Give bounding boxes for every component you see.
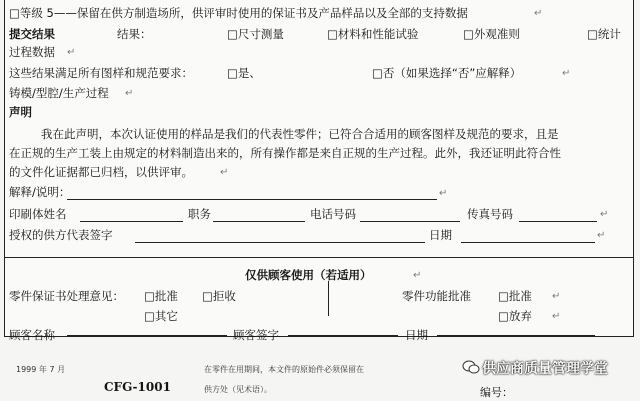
customer-signature-label: 顾客签字 [233, 328, 279, 342]
title-label: 职务 [188, 207, 211, 221]
return-arrow-icon: ↵ [220, 167, 229, 178]
declaration-line-2: 在正规的生产工装上由规定的材料制造出来的，所有操作都是来自正规的生产过程。此外，我还证明此符合性 [9, 146, 561, 160]
customer-signature-field[interactable] [288, 335, 398, 336]
checkbox-reject[interactable]: □拒收 [202, 289, 236, 303]
warrant-disposition-label: 零件保证书处理意见： [9, 289, 124, 303]
results-label: 结果： [117, 27, 152, 41]
return-arrow-icon: ↵ [67, 47, 76, 58]
fax-field[interactable] [519, 221, 597, 222]
checkbox-yes[interactable]: □是、 [227, 66, 261, 80]
return-arrow-icon: ↵ [534, 8, 543, 19]
number-label: 编号： [480, 386, 513, 399]
checkbox-func-approve[interactable]: □批准 [498, 289, 532, 303]
checkbox-material[interactable]: □材料和性能试验 [327, 27, 419, 41]
footer-date: 1999 年 7 月 [16, 365, 66, 374]
wechat-icon [462, 360, 480, 374]
watermark-text: 供应商质量管理学堂 [482, 361, 608, 377]
conform-question: 这些结果满足所有图样和规范要求： [9, 66, 193, 80]
return-arrow-icon: ↵ [562, 68, 571, 79]
return-arrow-icon: ↵ [439, 188, 448, 199]
fax-label: 传真号码 [467, 207, 513, 221]
checkbox-other[interactable]: □其它 [144, 309, 178, 323]
process-line: 铸模/型腔/生产过程 [9, 86, 109, 100]
checkbox-dimension[interactable]: □尺寸测量 [227, 27, 284, 41]
checkbox-approve[interactable]: □批准 [144, 289, 178, 303]
column-divider [328, 281, 329, 316]
footer-note-2: 供方处（见术语）。 [204, 385, 272, 394]
psw-form [4, 0, 634, 342]
customer-name-field[interactable] [67, 335, 227, 336]
checkbox-appearance[interactable]: □外观准则 [463, 27, 520, 41]
process-data-label: 过程数据 [9, 45, 55, 59]
return-arrow-icon: ↵ [552, 291, 561, 302]
section-divider [5, 257, 633, 258]
customer-use-heading: 仅供顾客使用（若适用） [245, 268, 372, 282]
level5-line: □等级 5——保留在供方制造场所，供评审时使用的保证书及产品样品以及全部的支持数据 [9, 6, 468, 20]
checkbox-func-abandon[interactable]: □放弃 [498, 309, 532, 323]
authorized-signature-field[interactable] [135, 242, 425, 243]
explain-field[interactable] [67, 199, 437, 200]
return-arrow-icon: ↵ [413, 270, 422, 281]
checkbox-no[interactable]: □否（如果选择“否”应解释） [372, 66, 522, 80]
customer-name-label: 顾客名称 [9, 328, 55, 342]
declaration-line-1: 我在此声明，本次认证使用的样品是我们的代表性零件；已符合合适用的顾客图样及规范的要求，且是 [41, 127, 559, 141]
return-arrow-icon: ↵ [552, 311, 561, 322]
authorized-signature-label: 授权的供方代表签字 [9, 228, 113, 242]
date-label: 日期 [429, 228, 452, 242]
return-arrow-icon: ↵ [597, 230, 606, 241]
checkbox-statistics[interactable]: □统计 [587, 27, 621, 41]
printed-name-field[interactable] [80, 221, 183, 222]
phone-label: 电话号码 [310, 207, 356, 221]
date-field[interactable] [461, 242, 595, 243]
title-field[interactable] [213, 221, 305, 222]
form-code: CFG-1001 [104, 380, 171, 394]
return-arrow-icon: ↵ [600, 209, 609, 220]
footer-note-1: 在零件在用期间，本文件的原始件必须保留在 [204, 365, 364, 374]
customer-date-label: 日期 [405, 328, 428, 342]
submit-results-heading: 提交结果 [9, 27, 55, 41]
declaration-heading: 声明 [9, 105, 32, 119]
phone-field[interactable] [360, 221, 460, 222]
return-arrow-icon: ↵ [125, 88, 134, 99]
customer-date-field[interactable] [437, 335, 595, 336]
explain-label: 解释/说明： [9, 185, 71, 199]
declaration-line-3: 的文件化证据都已归档，以供评审。 [9, 165, 193, 179]
printed-name-label: 印刷体姓名 [9, 207, 67, 221]
functional-approval-label: 零件功能批准 [402, 289, 471, 303]
